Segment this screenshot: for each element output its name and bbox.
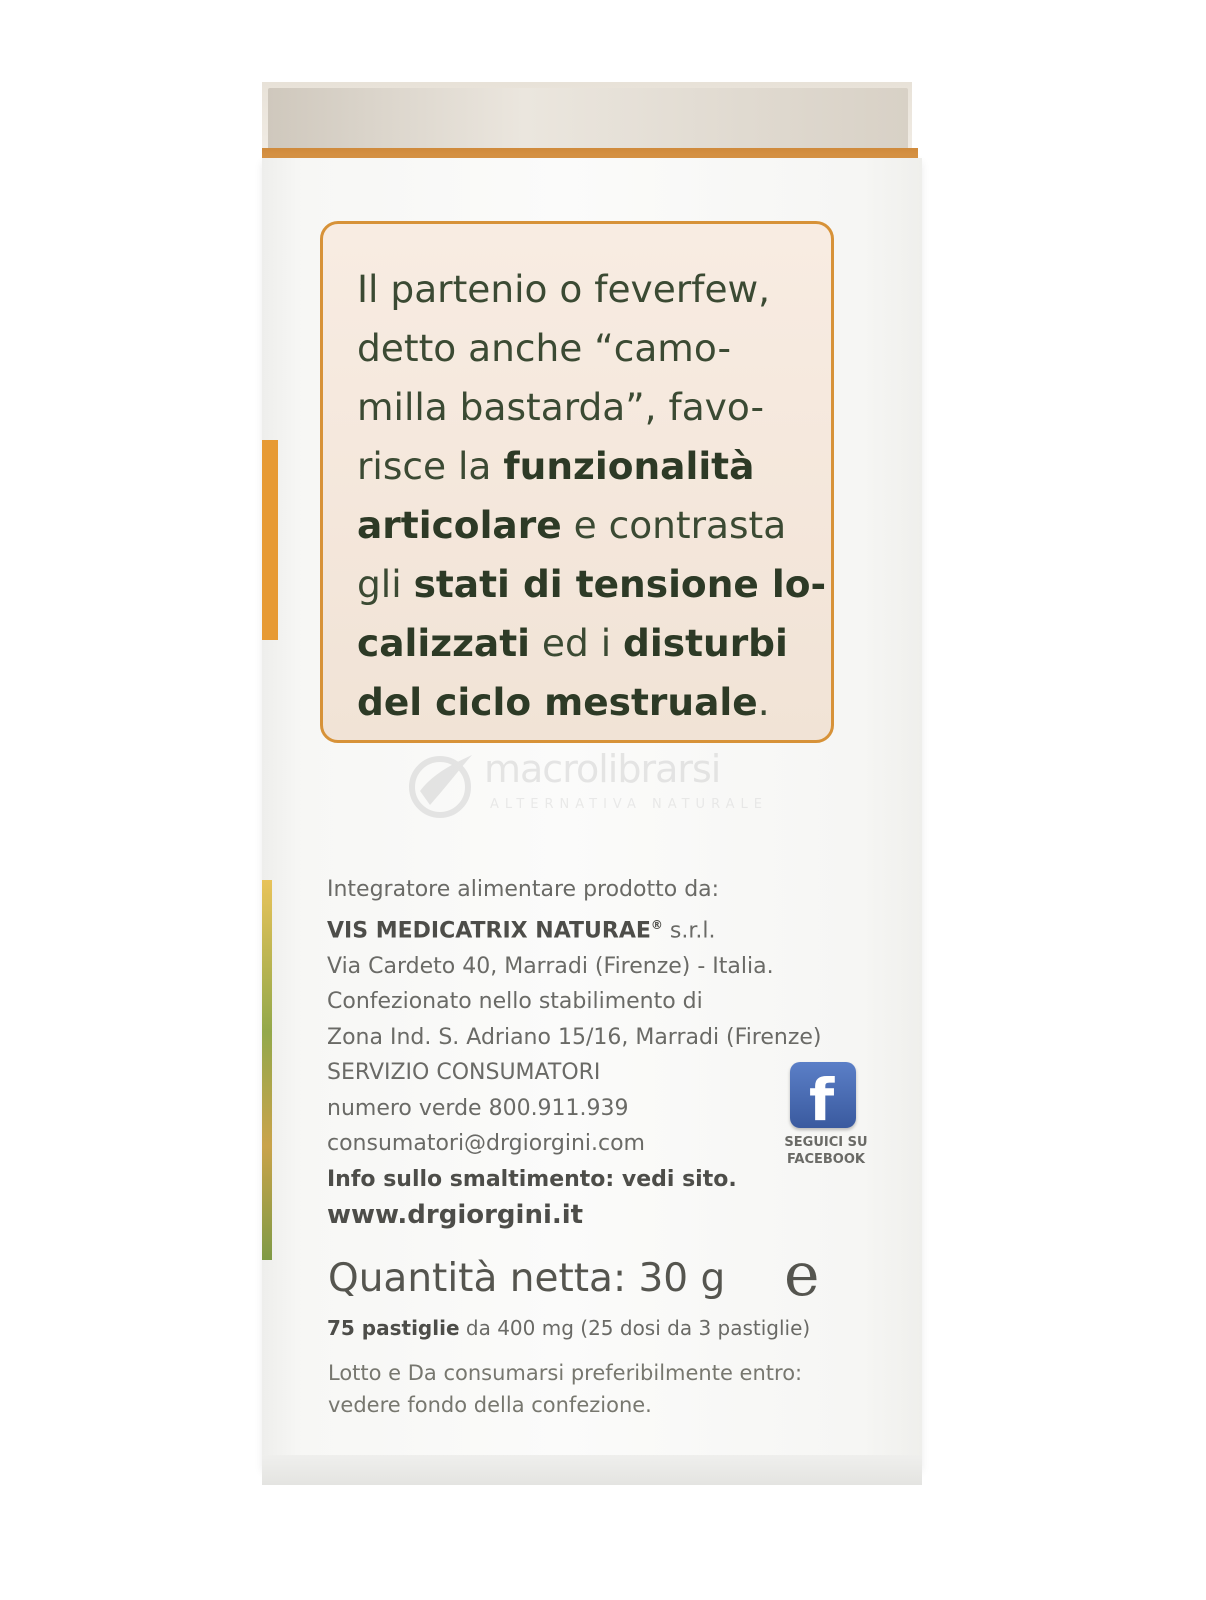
description-line [357,437,835,496]
lot-line-2: vedere fondo della confezione. [328,1393,652,1417]
description-line [357,319,835,378]
manufacturer-intro: Integratore alimentare prodotto da: [327,877,720,902]
description-line [357,673,835,732]
facebook-glyph: f [809,1066,835,1128]
facebook-label [774,1134,878,1168]
box-side-stripe-orange [262,440,278,640]
description-run: ed i [529,621,624,665]
service-phone: numero verde 800.911.939 [327,1095,629,1121]
description-panel [320,221,834,743]
service-email: consumatori@drgiorgini.com [327,1131,645,1157]
pack-count: 75 pastiglie [327,1316,460,1340]
description-line [357,260,835,319]
manufacturer-company: VIS MEDICATRIX NATURAE [327,917,651,943]
description-run: . [757,680,770,724]
watermark [406,749,796,825]
facebook-icon [790,1062,856,1128]
pack-dose: da 400 mg (25 dosi da 3 pastiglie) [459,1316,811,1340]
description-run: detto anche “camo- [357,326,731,370]
description-run: e contrasta [561,503,787,547]
facebook-label-line2: FACEBOOK [787,1152,865,1167]
manufacturer-info [327,872,887,1233]
description-line [357,614,835,673]
description-run: gli [357,562,414,606]
packaged-address: Zona Ind. S. Adriano 15/16, Marradi (Firenze) [327,1024,822,1050]
service-title: SERVIZIO CONSUMATORI [327,1060,601,1086]
description-bold-run: funzionalità [503,444,755,488]
description-run: risce la [357,444,504,488]
company-suffix: s.r.l. [662,917,716,943]
disposal-info: Info sullo smaltimento: vedi sito. [327,1167,737,1193]
packaged-label: Confezionato nello stabilimento di [327,989,703,1015]
watermark-name: macrolibrarsi [484,747,721,791]
description-bold-run: disturbi [623,621,788,665]
net-quantity: Quantità netta: 30 g [328,1256,726,1301]
pack-details [327,1316,810,1340]
description-text [357,260,835,732]
description-run: Il partenio o feverfew, [357,267,771,311]
manufacturer-company-line [327,908,887,949]
description-bold-run: calizzati [357,621,530,665]
manufacturer-address: Via Cardeto 40, Marradi (Firenze) - Italia. [327,953,774,979]
estimated-sign: e [784,1240,820,1310]
description-bold-run: del ciclo mestruale [357,680,758,724]
description-bold-run: stati di tensione lo- [413,562,827,606]
description-line [357,496,835,555]
description-bold-run: articolare [357,503,562,547]
box-side-stripe-flower [262,880,272,1260]
facebook-label-line1: SEGUICI SU [784,1135,868,1150]
lot-info [328,1357,868,1421]
registered-mark: ® [650,917,663,932]
website: www.drgiorgini.it [327,1199,584,1230]
description-line [357,555,835,614]
box-top-inner [268,88,908,150]
watermark-tagline: ALTERNATIVA NATURALE [490,797,768,812]
description-run: milla bastarda”, favo- [357,385,765,429]
leaf-logo-icon [406,751,476,821]
description-line [357,378,835,437]
lot-line-1: Lotto e Da consumarsi preferibilmente entro: [328,1361,803,1385]
box-bottom-edge [262,1455,922,1485]
